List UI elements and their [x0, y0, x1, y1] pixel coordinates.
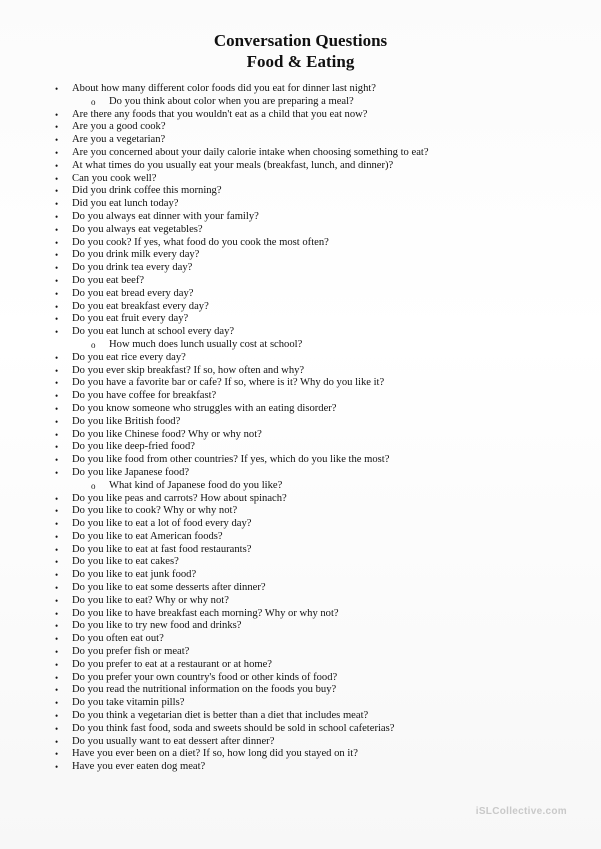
bullet-icon: •: [55, 723, 59, 734]
question-text: What kind of Japanese food do you like?: [109, 479, 283, 491]
bullet-icon: •: [55, 608, 59, 619]
bullet-icon: •: [55, 186, 59, 197]
question-item: [0, 556, 601, 569]
bullet-icon: •: [55, 211, 59, 222]
bullet-icon: •: [55, 109, 59, 120]
question-item: [0, 416, 601, 429]
bullet-icon: •: [55, 250, 59, 261]
bullet-icon: •: [55, 122, 59, 133]
question-text: Do you always eat dinner with your family?: [72, 210, 259, 222]
question-text: Do you cook? If yes, what food do you cook the most often?: [72, 236, 329, 248]
question-text: Do you like Chinese food? Why or why not?: [72, 428, 262, 440]
question-item: [0, 505, 601, 518]
question-text: Do you know someone who struggles with an eating disorder?: [72, 402, 337, 414]
bullet-icon: •: [55, 749, 59, 760]
question-item: [0, 608, 601, 621]
question-text: About how many different color foods did you eat for dinner last night?: [72, 83, 377, 94]
bullet-icon: •: [55, 365, 59, 376]
question-item: [0, 275, 601, 288]
bullet-icon: •: [55, 275, 59, 286]
question-item: [0, 582, 601, 595]
question-text: Do you like to eat cakes?: [72, 556, 179, 568]
question-item: [0, 249, 601, 262]
bullet-icon: •: [55, 352, 59, 363]
bullet-icon: •: [55, 736, 59, 747]
question-item: [0, 403, 601, 416]
question-text: Do you drink tea every day?: [72, 262, 193, 274]
bullet-icon: •: [55, 199, 59, 210]
question-text: Have you ever eaten dog meat?: [72, 761, 206, 773]
bullet-icon: •: [55, 160, 59, 171]
bullet-icon: •: [55, 429, 59, 440]
question-text: Did you eat lunch today?: [72, 198, 179, 210]
bullet-icon: •: [55, 237, 59, 248]
bullet-icon: •: [55, 288, 59, 299]
bullet-icon: •: [55, 314, 59, 325]
question-item: [0, 723, 601, 736]
question-item: [0, 365, 601, 378]
bullet-icon: •: [55, 544, 59, 555]
bullet-icon: •: [55, 378, 59, 389]
question-item: [0, 467, 601, 480]
bullet-icon: •: [55, 595, 59, 606]
question-text: Have you ever been on a diet? If so, how long did you stayed on it?: [72, 748, 358, 760]
bullet-icon: •: [55, 493, 59, 504]
question-text: Do you eat beef?: [72, 274, 145, 286]
question-text: Do you usually want to eat dessert after dinner?: [72, 735, 275, 747]
question-text: Do you eat lunch at school every day?: [72, 326, 235, 338]
question-item: [0, 531, 601, 544]
question-text: Are you concerned about your daily calorie intake when choosing something to eat?: [72, 146, 429, 158]
question-text: Do you read the nutritional information on the foods you buy?: [72, 684, 337, 696]
bullet-icon: •: [55, 711, 59, 722]
question-text: Do you have coffee for breakfast?: [72, 390, 217, 402]
question-text: Do you always eat vegetables?: [72, 223, 203, 235]
question-item: [0, 429, 601, 442]
question-item: [0, 569, 601, 582]
question-text: At what times do you usually eat your meals (breakfast, lunch, and dinner)?: [72, 159, 394, 171]
question-text: How much does lunch usually cost at school?: [109, 338, 303, 350]
question-text: Do you eat bread every day?: [72, 287, 194, 299]
bullet-icon: •: [55, 685, 59, 696]
question-item: [0, 620, 601, 633]
question-text: Are you a good cook?: [72, 121, 166, 133]
question-text: Are there any foods that you wouldn't eat as a child that you eat now?: [72, 108, 368, 120]
question-item: [0, 224, 601, 237]
question-item: [0, 326, 601, 339]
question-list: [0, 83, 601, 774]
question-text: Do you often eat out?: [72, 633, 164, 645]
bullet-icon: •: [55, 531, 59, 542]
question-text: Do you like to eat a lot of food every day?: [72, 518, 252, 530]
question-item: [0, 646, 601, 659]
question-text: Do you like British food?: [72, 415, 181, 427]
bullet-icon: •: [55, 506, 59, 517]
question-item: [0, 595, 601, 608]
question-item: [0, 544, 601, 557]
question-item: [0, 288, 601, 301]
question-item: [0, 185, 601, 198]
question-item: [0, 134, 601, 147]
question-item: [0, 211, 601, 224]
question-text: Do you prefer to eat at a restaurant or at home?: [72, 658, 273, 670]
question-item: [0, 377, 601, 390]
bullet-icon: •: [55, 621, 59, 632]
bullet-icon: •: [55, 403, 59, 414]
question-text: Do you take vitamin pills?: [72, 697, 185, 709]
bullet-icon: •: [55, 224, 59, 235]
bullet-icon: •: [55, 557, 59, 568]
question-text: Do you like to cook? Why or why not?: [72, 505, 238, 517]
question-item: [0, 633, 601, 646]
question-item: [0, 147, 601, 160]
sub-bullet-icon: o: [91, 480, 96, 491]
bullet-icon: •: [55, 570, 59, 581]
question-item: [0, 352, 601, 365]
question-item: [0, 454, 601, 467]
bullet-icon: •: [55, 634, 59, 645]
bullet-icon: •: [55, 698, 59, 709]
title-block: [0, 30, 601, 72]
bullet-icon: •: [55, 519, 59, 530]
bullet-icon: •: [55, 647, 59, 658]
bullet-icon: •: [55, 672, 59, 683]
question-item: [0, 390, 601, 403]
bullet-icon: •: [55, 442, 59, 453]
question-text: Do you like to eat? Why or why not?: [72, 594, 229, 606]
question-text: Do you like to eat American foods?: [72, 530, 223, 542]
bullet-icon: •: [55, 659, 59, 670]
bullet-icon: •: [55, 762, 59, 773]
question-item: [0, 736, 601, 749]
question-text: Do you drink milk every day?: [72, 249, 200, 261]
sub-question-item: [0, 480, 601, 493]
question-text: Do you eat breakfast every day?: [72, 300, 209, 312]
question-item: [0, 173, 601, 186]
sub-bullet-icon: o: [91, 96, 96, 107]
question-item: [0, 710, 601, 723]
bullet-icon: •: [55, 135, 59, 146]
question-item: [0, 237, 601, 250]
question-text: Are you a vegetarian?: [72, 134, 166, 146]
question-text: Did you drink coffee this morning?: [72, 185, 222, 197]
question-item: [0, 672, 601, 685]
question-item: [0, 697, 601, 710]
question-text: Do you eat rice every day?: [72, 351, 186, 363]
question-text: Do you like deep-fried food?: [72, 441, 195, 453]
bullet-icon: •: [55, 467, 59, 478]
question-item: [0, 684, 601, 697]
question-item: [0, 301, 601, 314]
page-title: Conversation Questions: [213, 31, 388, 50]
watermark-logo: iSLCollective.com: [475, 806, 567, 817]
bullet-icon: •: [55, 327, 59, 338]
question-text: Do you think fast food, soda and sweets should be sold in school cafeterias?: [72, 722, 395, 734]
question-text: Do you ever skip breakfast? If so, how often and why?: [72, 364, 305, 376]
question-text: Do you like to have breakfast each morning? Why or why not?: [72, 607, 339, 619]
question-text: Do you eat fruit every day?: [72, 313, 189, 325]
bullet-icon: •: [55, 455, 59, 466]
bullet-icon: •: [55, 301, 59, 312]
bullet-icon: •: [55, 173, 59, 184]
question-text: Can you cook well?: [72, 172, 157, 184]
sub-bullet-icon: o: [91, 339, 96, 350]
question-item: [0, 121, 601, 134]
question-text: Do you like to try new food and drinks?: [72, 620, 242, 632]
bullet-icon: •: [55, 391, 59, 402]
sub-question-item: [0, 96, 601, 109]
question-item: [0, 160, 601, 173]
question-text: Do you like Japanese food?: [72, 466, 190, 478]
bullet-icon: •: [55, 263, 59, 274]
question-text: Do you think about color when you are preparing a meal?: [109, 95, 354, 107]
question-text: Do you prefer your own country's food or other kinds of food?: [72, 671, 338, 683]
question-text: Do you have a favorite bar or cafe? If so, where is it? Why do you like it?: [72, 377, 385, 389]
question-item: [0, 659, 601, 672]
question-item: [0, 313, 601, 326]
bullet-icon: •: [55, 416, 59, 427]
question-text: Do you like to eat junk food?: [72, 569, 197, 581]
question-item: [0, 493, 601, 506]
question-item: [0, 761, 601, 774]
bullet-icon: •: [55, 583, 59, 594]
question-text: Do you like peas and carrots? How about spinach?: [72, 492, 287, 504]
question-text: Do you think a vegetarian diet is better than a diet that includes meat?: [72, 710, 369, 722]
question-text: Do you like to eat at fast food restaurants?: [72, 543, 252, 555]
question-item: [0, 518, 601, 531]
bullet-icon: •: [55, 147, 59, 158]
question-text: Do you like to eat some desserts after dinner?: [72, 582, 266, 594]
question-item: [0, 83, 601, 96]
question-text: Do you like food from other countries? If yes, which do you like the most?: [72, 454, 390, 466]
sub-question-item: [0, 339, 601, 352]
question-item: [0, 441, 601, 454]
question-item: [0, 198, 601, 211]
page-subtitle: Food & Eating: [246, 52, 355, 71]
question-text: Do you prefer fish or meat?: [72, 646, 190, 658]
question-item: [0, 748, 601, 761]
question-item: [0, 262, 601, 275]
question-item: [0, 109, 601, 122]
bullet-icon: •: [55, 84, 59, 94]
